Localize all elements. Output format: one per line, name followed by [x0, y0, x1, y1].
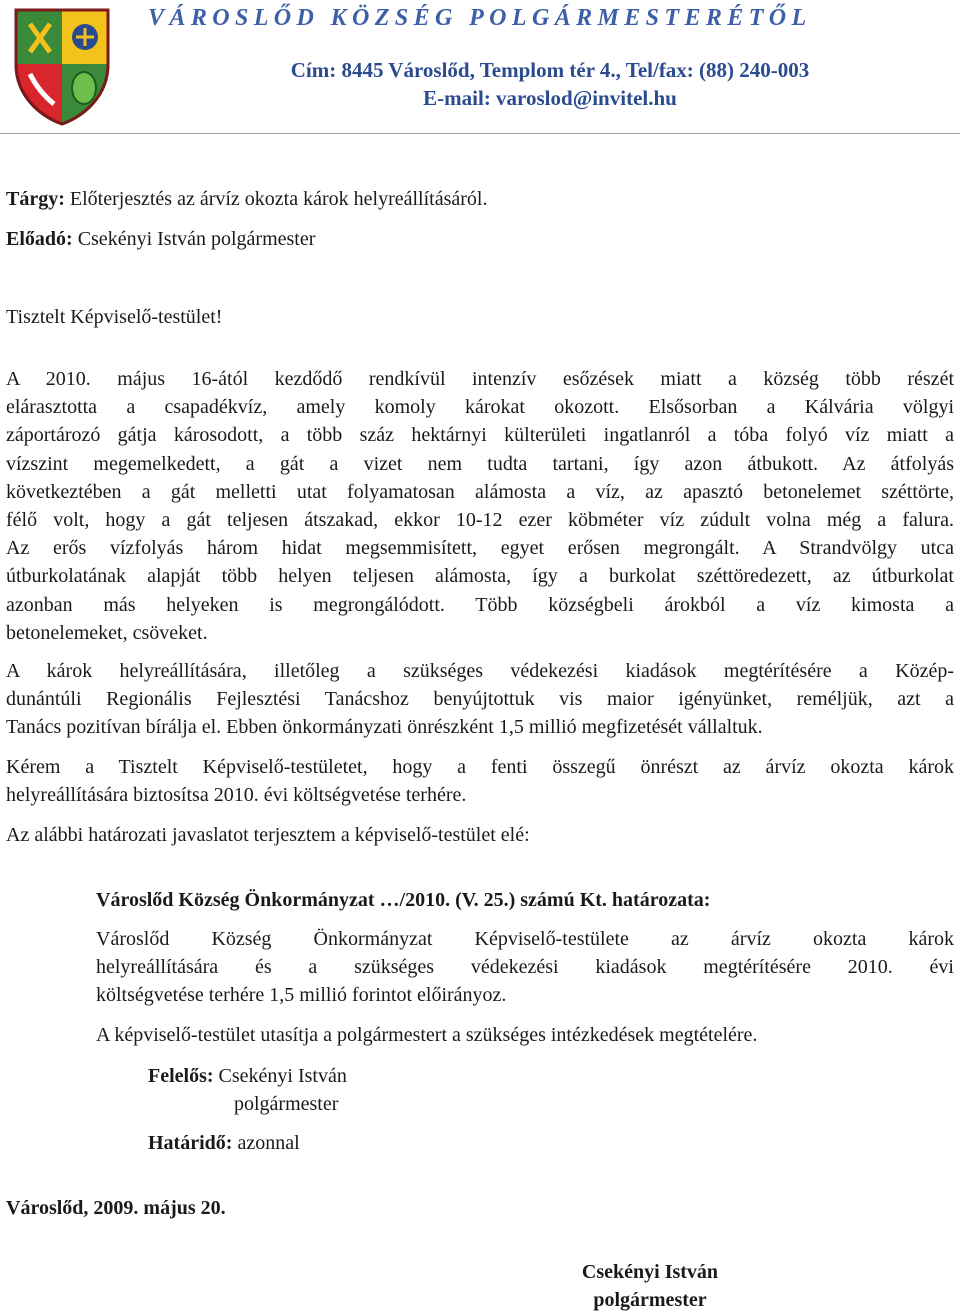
body-line: következtében a gát melletti utat folyamatosan alámosta a víz, az apasztó betonelemet széttörte,: [6, 480, 954, 503]
resolution-line: költségvetése terhére 1,5 millió forintot előirányoz.: [96, 984, 507, 1007]
header-email: E-mail: varoslod@invitel.hu: [423, 86, 677, 110]
subject-label: Tárgy:: [6, 188, 65, 210]
presenter-line: [6, 225, 315, 253]
deadline-line: [148, 1129, 300, 1157]
signature-title: polgármester: [593, 1289, 707, 1311]
resolution-instruction: A képviselő-testület utasítja a polgármestert a szükséges intézkedések megtételére.: [96, 1024, 758, 1046]
body-line: záportározó gátja károsodott, a több száz hektárnyi külterületi ingatlanról a tóba folyó víz miatt a: [6, 424, 954, 447]
responsible-line: [148, 1062, 347, 1090]
salutation: Tisztelt Képviselő-testület!: [6, 306, 223, 328]
body-line: vízszint megemelkedett, a gát a vizet nem tudta tartani, így azon átbukott. Az átfolyás: [6, 452, 954, 475]
body-line: útburkolatának alapját több helyen teljesen alámosta, így a burkolat széttöredezett, az útburkolat: [6, 565, 954, 588]
body-line: Tanács pozitívan bírálja el. Ebben önkormányzati önrészként 1,5 millió megfizetését vállaltuk.: [6, 716, 763, 739]
body-line: Az erős vízfolyás három hidat megsemmisített, egyet erősen megrongált. A Strandvölgy utca: [6, 537, 954, 560]
resolution-title: Városlőd Község Önkormányzat …/2010. (V. 25.) számú Kt. határozata:: [96, 889, 711, 911]
body-line: helyreállítására biztosítsa 2010. évi költségvetése terhére.: [6, 784, 467, 807]
place-date: Városlőd, 2009. május 20.: [6, 1197, 226, 1219]
body-line: A 2010. május 16-ától kezdődő rendkívül intenzív esőzések miatt a község több részét: [6, 368, 954, 390]
coat-of-arms-icon: [10, 4, 114, 128]
body-line: félő volt, hogy a gát teljesen átszakad, ekkor 10-12 ezer köbméter víz zúdult volna még a falura.: [6, 509, 954, 532]
deadline-value: azonnal: [232, 1132, 300, 1154]
body-line: dunántúli Regionális Fejlesztési Tanácshoz benyújtottuk vis maior igényünket, reméljük, azt a: [6, 688, 954, 711]
resolution-text: [96, 925, 954, 1010]
body-paragraph-3: [6, 753, 954, 809]
body-paragraph-2: [6, 657, 954, 742]
deadline-label: Határidő:: [148, 1132, 233, 1154]
body-line: A károk helyreállítására, illetőleg a szükséges védekezési kiadások megtérítésére a Közép-: [6, 660, 954, 682]
header-title: VÁROSLŐD KÖZSÉG POLGÁRMESTERÉTŐL: [148, 5, 812, 31]
responsible-name: Csekényi István: [213, 1065, 347, 1087]
body-paragraph-1: [6, 365, 954, 647]
resolution-line: Városlőd Község Önkormányzat Képviselő-testülete az árvíz okozta károk: [96, 928, 954, 950]
body-line: betonelemeket, csöveket.: [6, 621, 208, 644]
body-paragraph-4: Az alábbi határozati javaslatot terjesztem a képviselő-testület elé:: [6, 824, 530, 846]
body-line: azonban más helyeken is megrongálódott. Több községbeli árokból a víz kimosta a: [6, 593, 954, 616]
header-divider: [0, 133, 960, 134]
presenter-text: Csekényi István polgármester: [72, 228, 316, 250]
subject-line: [6, 185, 487, 213]
resolution-line: helyreállítására és a szükséges védekezési kiadások megtérítésére 2010. évi: [96, 956, 954, 979]
signature-name: Csekényi István: [581, 1261, 719, 1283]
presenter-label: Előadó:: [6, 228, 73, 250]
body-line: elárasztotta a csapadékvíz, amely komoly károkat okozott. Elsősorban a Kálvária völgyi: [6, 396, 954, 419]
subject-text: Előterjesztés az árvíz okozta károk helyreállításáról.: [64, 188, 488, 210]
body-line: Kérem a Tisztelt Képviselő-testületet, hogy a fenti összegű önrészt az árvíz okozta károk: [6, 756, 954, 778]
responsible-title: polgármester: [234, 1093, 339, 1115]
responsible-label: Felelős:: [148, 1065, 214, 1087]
header-address: Cím: 8445 Városlőd, Templom tér 4., Tel/fax: (88) 240-003: [290, 58, 810, 82]
